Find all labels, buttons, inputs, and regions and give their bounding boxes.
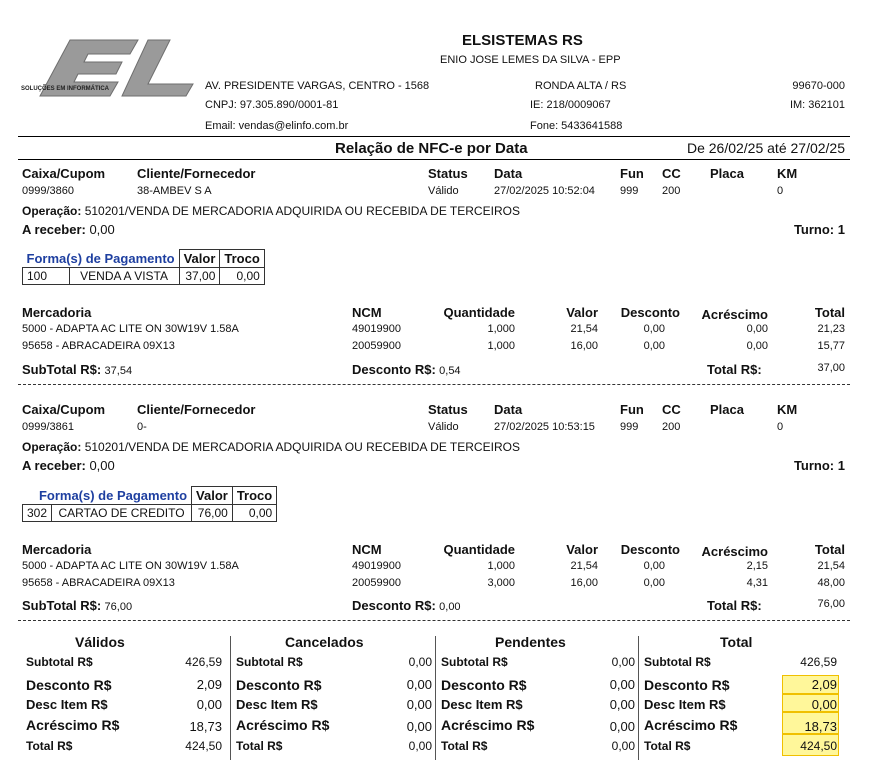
company-name: ELSISTEMAS RS — [462, 32, 583, 49]
item-ncm: 20059900 — [352, 340, 401, 352]
summary-row-label: Acréscimo R$ — [26, 717, 120, 733]
summary-value: 18,73 — [189, 719, 222, 734]
summary-row-label: Desc Item R$ — [236, 697, 318, 712]
summary-row-label: Total R$ — [26, 739, 73, 753]
status-value: Válido — [428, 421, 459, 433]
turno-line — [794, 222, 845, 237]
summary-value: 0,00 — [609, 719, 635, 734]
item-valor: 16,00 — [570, 577, 598, 589]
col-placa-header: Placa — [710, 402, 744, 417]
company-email: Email: vendas@elinfo.com.br — [205, 120, 349, 132]
summary-value: 0,00 — [196, 697, 222, 712]
record-divider — [18, 384, 850, 385]
header-divider-bottom — [18, 159, 850, 160]
payment-valor-header: Valor — [192, 487, 233, 505]
col-acrescimo-header: Acréscimo — [701, 307, 768, 322]
table-row — [23, 505, 277, 522]
payment-desc: VENDA A VISTA — [69, 268, 179, 285]
item-acrescimo: 0,00 — [746, 340, 768, 352]
payment-troco-header: Troco — [220, 250, 264, 268]
operacao-value: 510201/VENDA DE MERCADORIA ADQUIRIDA OU RECEBIDA DE TERCEIROS — [84, 204, 520, 218]
summary-row-label: Subtotal R$ — [441, 655, 508, 669]
item-qtd: 1,000 — [487, 323, 515, 335]
col-total-header: Total — [814, 305, 845, 320]
turno-value: 1 — [837, 222, 845, 237]
summary-value: 0,00 — [811, 697, 837, 712]
item-mercadoria: 95658 - ABRACADEIRA 09X13 — [22, 340, 175, 352]
operacao-value: 510201/VENDA DE MERCADORIA ADQUIRIDA OU RECEBIDA DE TERCEIROS — [84, 440, 520, 454]
col-caixa-cupom-header: Caixa/Cupom — [22, 402, 106, 417]
fun-value: 999 — [620, 421, 639, 433]
item-qtd: 1,000 — [487, 340, 515, 352]
payment-table — [22, 249, 265, 285]
summary-row-label: Desc Item R$ — [644, 697, 726, 712]
item-desconto: 0,00 — [643, 577, 665, 589]
summary-row-label: Subtotal R$ — [236, 655, 303, 669]
col-cc-header: CC — [662, 166, 681, 181]
summary-value: 18,73 — [804, 719, 837, 734]
col-data-header: Data — [494, 166, 523, 181]
turno-label: Turno: — [793, 458, 835, 473]
summary-value: 424,50 — [800, 739, 837, 753]
summary-value: 0,00 — [609, 697, 635, 712]
item-acrescimo: 4,31 — [746, 577, 768, 589]
payment-valor-header: Valor — [179, 250, 220, 268]
a-receber-label: A receber: — [22, 222, 86, 237]
turno-value: 1 — [837, 458, 845, 473]
cliente-value: 0- — [137, 421, 147, 433]
summary-row-label: Desconto R$ — [236, 677, 322, 693]
desconto-line — [352, 362, 461, 377]
col-caixa-cupom-header: Caixa/Cupom — [22, 166, 106, 181]
col-ncm-header: NCM — [352, 305, 382, 320]
col-data-header: Data — [494, 402, 523, 417]
cliente-value: 38-AMBEV S A — [137, 185, 212, 197]
summary-value: 0,00 — [406, 719, 432, 734]
desconto-value: 0,54 — [439, 365, 461, 377]
item-total: 21,54 — [817, 560, 845, 572]
status-value: Válido — [428, 185, 459, 197]
data-value: 27/02/2025 10:52:04 — [494, 185, 595, 197]
company-im: IM: 362101 — [789, 99, 845, 111]
km-value: 0 — [777, 421, 784, 433]
total-value: 37,00 — [817, 362, 845, 374]
item-desconto: 0,00 — [643, 323, 665, 335]
col-acrescimo-header: Acréscimo — [701, 544, 768, 559]
summary-value: 0,00 — [408, 655, 432, 669]
header-divider-top — [18, 136, 850, 137]
summary-value: 2,09 — [811, 677, 837, 692]
summary-row-label: Total R$ — [644, 739, 691, 753]
col-cc-header: CC — [662, 402, 681, 417]
summary-cancelados-title: Cancelados — [285, 634, 364, 650]
total-value: 76,00 — [817, 598, 845, 610]
desconto-line — [352, 598, 461, 613]
col-total-header: Total — [814, 542, 845, 557]
table-row — [23, 268, 265, 285]
item-total: 15,77 — [817, 340, 845, 352]
caixa-cupom-value: 0999/3860 — [22, 185, 74, 197]
summary-separator — [435, 636, 436, 760]
col-valor-header: Valor — [566, 305, 598, 320]
col-status-header: Status — [428, 402, 468, 417]
turno-line — [794, 458, 845, 473]
payment-troco-header: Troco — [232, 487, 276, 505]
company-city: RONDA ALTA / RS — [535, 80, 627, 92]
summary-value: 0,00 — [406, 697, 432, 712]
col-fun-header: Fun — [620, 402, 644, 417]
payment-valor: 37,00 — [179, 268, 220, 285]
summary-row-label: Subtotal R$ — [26, 655, 93, 669]
col-valor-header: Valor — [566, 542, 598, 557]
col-km-header: KM — [777, 166, 798, 181]
summary-row-label: Acréscimo R$ — [441, 717, 535, 733]
company-phone: Fone: 5433641588 — [530, 120, 623, 132]
summary-row-label: Total R$ — [236, 739, 283, 753]
a-receber-value: 0,00 — [89, 458, 115, 473]
turno-label: Turno: — [793, 222, 835, 237]
col-desconto-header: Desconto — [620, 542, 680, 557]
desconto-label: Desconto R$: — [352, 598, 436, 613]
record-divider — [18, 620, 850, 621]
company-ie: IE: 218/0009067 — [530, 99, 611, 111]
col-quantidade-header: Quantidade — [443, 542, 515, 557]
payment-troco: 0,00 — [220, 268, 264, 285]
summary-row-label: Subtotal R$ — [644, 655, 711, 669]
summary-value: 2,09 — [196, 677, 222, 692]
col-fun-header: Fun — [620, 166, 644, 181]
caixa-cupom-value: 0999/3861 — [22, 421, 74, 433]
payment-troco: 0,00 — [232, 505, 276, 522]
payment-valor: 76,00 — [192, 505, 233, 522]
summary-value: 424,50 — [185, 739, 222, 753]
item-total: 21,23 — [817, 323, 845, 335]
payment-header: Forma(s) de Pagamento — [23, 487, 192, 505]
summary-value: 426,59 — [800, 655, 837, 669]
summary-row-label: Total R$ — [441, 739, 488, 753]
cc-value: 200 — [662, 185, 681, 197]
col-cliente-header: Cliente/Fornecedor — [137, 402, 256, 417]
a-receber-label: A receber: — [22, 458, 86, 473]
item-desconto: 0,00 — [643, 560, 665, 572]
col-cliente-header: Cliente/Fornecedor — [137, 166, 256, 181]
summary-row-label: Desconto R$ — [644, 677, 730, 693]
summary-value: 0,00 — [408, 739, 432, 753]
item-qtd: 3,000 — [487, 577, 515, 589]
summary-value: 0,00 — [609, 677, 635, 692]
item-ncm: 49019900 — [352, 323, 401, 335]
subtotal-value: 37,54 — [104, 365, 133, 377]
item-ncm: 49019900 — [352, 560, 401, 572]
data-value: 27/02/2025 10:53:15 — [494, 421, 595, 433]
payment-code: 100 — [23, 268, 70, 285]
item-mercadoria: 95658 - ABRACADEIRA 09X13 — [22, 577, 175, 589]
summary-value: 0,00 — [611, 655, 635, 669]
a-receber-line — [22, 458, 115, 473]
operacao-line — [22, 204, 520, 218]
summary-row-label: Desconto R$ — [26, 677, 112, 693]
subtotal-label: SubTotal R$: — [22, 362, 102, 377]
item-ncm: 20059900 — [352, 577, 401, 589]
summary-total-title: Total — [720, 634, 753, 650]
item-valor: 16,00 — [570, 340, 598, 352]
payment-table — [22, 486, 277, 522]
col-quantidade-header: Quantidade — [443, 305, 515, 320]
operacao-label: Operação: — [22, 204, 82, 218]
report-period: De 26/02/25 até 27/02/25 — [686, 140, 845, 156]
a-receber-line — [22, 222, 115, 237]
company-legal-name: ENIO JOSE LEMES DA SILVA - EPP — [440, 54, 621, 66]
fun-value: 999 — [620, 185, 639, 197]
operacao-label: Operação: — [22, 440, 82, 454]
summary-row-label: Acréscimo R$ — [644, 717, 738, 733]
subtotal-value: 76,00 — [104, 601, 133, 613]
item-acrescimo: 0,00 — [746, 323, 768, 335]
summary-value: 426,59 — [185, 655, 222, 669]
summary-row-label: Desc Item R$ — [26, 697, 108, 712]
summary-value: 0,00 — [406, 677, 432, 692]
col-desconto-header: Desconto — [620, 305, 680, 320]
item-acrescimo: 2,15 — [746, 560, 768, 572]
total-label: Total R$: — [707, 362, 762, 377]
item-total: 48,00 — [817, 577, 845, 589]
summary-separator — [638, 636, 639, 760]
item-desconto: 0,00 — [643, 340, 665, 352]
item-valor: 21,54 — [570, 560, 598, 572]
desconto-label: Desconto R$: — [352, 362, 436, 377]
item-qtd: 1,000 — [487, 560, 515, 572]
item-valor: 21,54 — [570, 323, 598, 335]
company-cep: 99670-000 — [792, 80, 845, 92]
logo-tagline: SOLUÇÕES EM INFORMÁTICA — [21, 86, 109, 92]
summary-value: 0,00 — [611, 739, 635, 753]
subtotal-label: SubTotal R$: — [22, 598, 102, 613]
desconto-value: 0,00 — [439, 601, 461, 613]
summary-separator — [230, 636, 231, 760]
report-title: Relação de NFC-e por Data — [335, 140, 528, 157]
item-mercadoria: 5000 - ADAPTA AC LITE ON 30W19V 1.58A — [22, 560, 239, 572]
payment-header: Forma(s) de Pagamento — [23, 250, 180, 268]
col-status-header: Status — [428, 166, 468, 181]
summary-row-label: Desc Item R$ — [441, 697, 523, 712]
km-value: 0 — [777, 185, 784, 197]
col-placa-header: Placa — [710, 166, 744, 181]
col-mercadoria-header: Mercadoria — [22, 542, 92, 557]
col-km-header: KM — [777, 402, 798, 417]
company-address: AV. PRESIDENTE VARGAS, CENTRO - 1568 — [205, 80, 430, 92]
subtotal-line — [22, 598, 132, 613]
payment-desc: CARTAO DE CREDITO — [52, 505, 192, 522]
total-label: Total R$: — [707, 598, 762, 613]
item-mercadoria: 5000 - ADAPTA AC LITE ON 30W19V 1.58A — [22, 323, 239, 335]
subtotal-line — [22, 362, 132, 377]
summary-row-label: Desconto R$ — [441, 677, 527, 693]
summary-row-label: Acréscimo R$ — [236, 717, 330, 733]
payment-code: 302 — [23, 505, 52, 522]
summary-validos-title: Válidos — [75, 634, 125, 650]
a-receber-value: 0,00 — [89, 222, 115, 237]
cc-value: 200 — [662, 421, 681, 433]
operacao-line — [22, 440, 520, 454]
col-ncm-header: NCM — [352, 542, 382, 557]
summary-pendentes-title: Pendentes — [495, 634, 566, 650]
col-mercadoria-header: Mercadoria — [22, 305, 92, 320]
company-cnpj: CNPJ: 97.305.890/0001-81 — [205, 99, 339, 111]
